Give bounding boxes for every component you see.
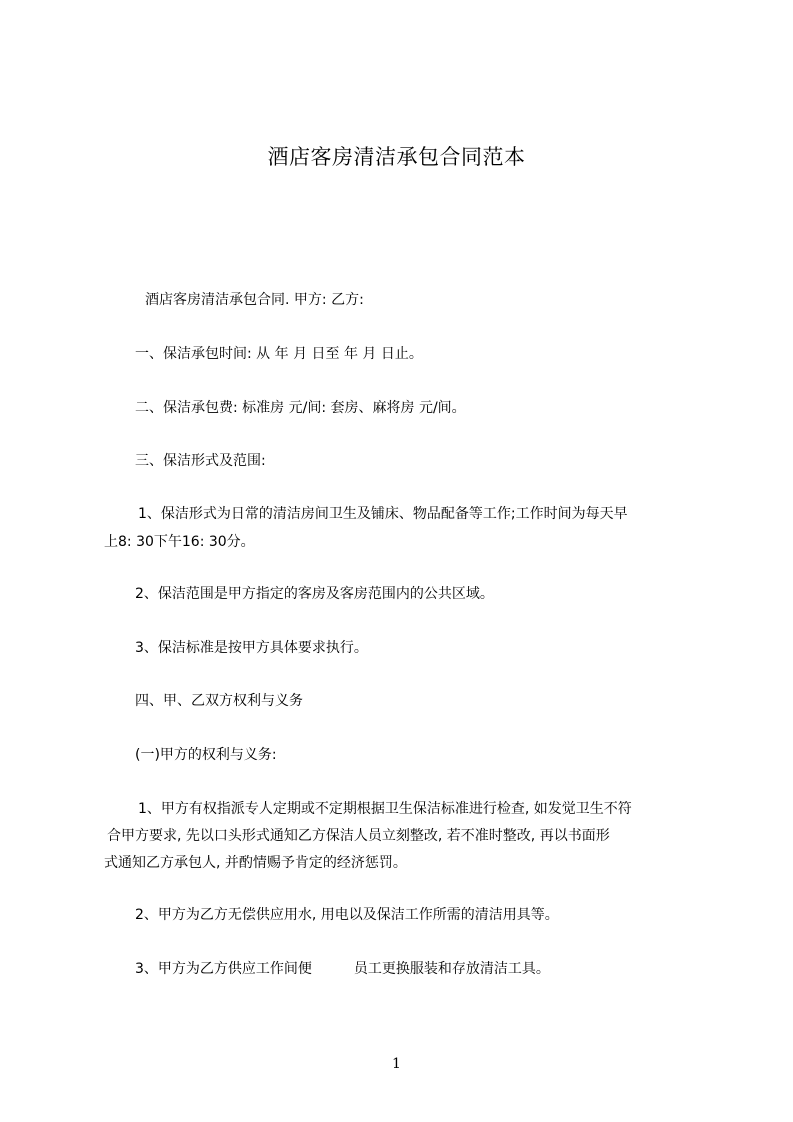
item-4-3-part-1: 3、甲方为乙方供应工作间便 <box>135 961 312 977</box>
section-2-contract-fee: 二、保洁承包费: 标准房 元/间: 套房、麻将房 元/间。 <box>135 400 466 416</box>
subsection-4-1-heading: (一)甲方的权利与义务: <box>135 747 277 763</box>
item-3-3: 3、保洁标准是按甲方具体要求执行。 <box>135 640 368 656</box>
item-3-1-line-1: 1、保洁形式为日常的清洁房间卫生及铺床、物品配备等工作;工作时间为每天早 <box>138 506 628 522</box>
section-4-heading: 四、甲、乙双方权利与义务 <box>135 693 303 709</box>
contract-intro: 酒店客房清洁承包合同. 甲方: 乙方: <box>145 292 364 308</box>
item-4-3-part-2: 员工更换服装和存放清洁工具。 <box>353 961 550 977</box>
item-4-3 <box>135 955 550 983</box>
document-title: 酒店客房清洁承包合同范本 <box>267 145 526 169</box>
item-3-1-line-2: 上8: 30下午16: 30分。 <box>104 534 255 550</box>
item-3-2: 2、保洁范围是甲方指定的客房及客房范围内的公共区域。 <box>135 586 494 602</box>
item-4-1-line-3: 式通知乙方承包人, 并酌情赐予肯定的经济惩罚。 <box>104 855 407 871</box>
section-3-heading: 三、保洁形式及范围: <box>135 453 266 469</box>
item-4-1-line-1: 1、甲方有权指派专人定期或不定期根据卫生保洁标准进行检查, 如发觉卫生不符 <box>138 801 632 817</box>
item-4-1-line-2: 合甲方要求, 先以口头形式通知乙方保洁人员立刻整改, 若不准时整改, 再以书面形 <box>107 828 610 844</box>
page-number: 1 <box>392 1056 401 1072</box>
section-1-contract-period: 一、保洁承包时间: 从 年 月 日至 年 月 日止。 <box>135 346 423 362</box>
item-4-2: 2、甲方为乙方无偿供应用水, 用电以及保洁工作所需的清洁用具等。 <box>135 907 559 923</box>
